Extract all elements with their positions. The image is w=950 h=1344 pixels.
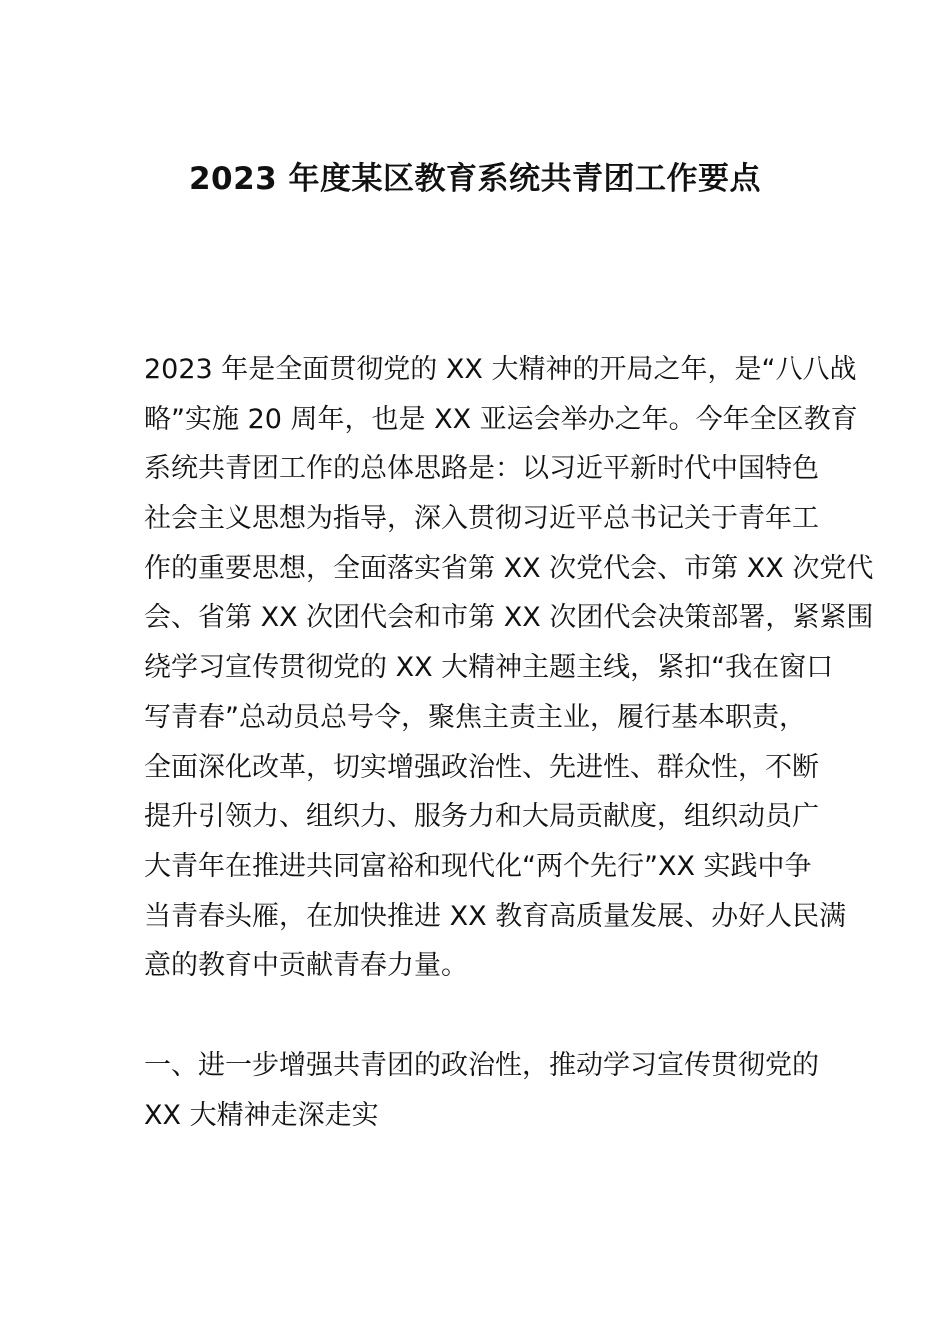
paragraph-line: 意的教育中贡献青春力量。	[144, 950, 468, 982]
paragraph-line: 写青春”总动员总号令，聚焦主责主业，履行基本职责，	[144, 701, 806, 733]
section-heading-1	[144, 1041, 819, 1140]
paragraph-line: 2023 年是全面贯彻党的 XX 大精神的开局之年，是“八八战	[144, 354, 857, 385]
paragraph-line: 作的重要思想，全面落实省第 XX 次党代会、市第 XX 次党代	[144, 552, 874, 584]
paragraph-line: 社会主义思想为指导，深入贯彻习近平总书记关于青年工	[144, 503, 819, 535]
paragraph-line: 大青年在推进共同富裕和现代化“两个先行”XX 实践中争	[144, 850, 812, 882]
paragraph-line: 会、省第 XX 次团代会和市第 XX 次团代会决策部署，紧紧围	[144, 602, 874, 634]
paragraph-line: 绕学习宣传贯彻党的 XX 大精神主题主线，紧扣“我在窗口	[144, 652, 834, 684]
paragraph-line: 全面深化改革，切实增强政治性、先进性、群众性，不断	[144, 751, 819, 783]
paragraph-line: 提升引领力、组织力、服务力和大局贡献度，组织动员广	[144, 801, 819, 833]
paragraph-line: 当青春头雁，在加快推进 XX 教育高质量发展、办好人民满	[144, 900, 847, 932]
heading-line: XX 大精神走深走实	[144, 1099, 379, 1131]
paragraph-line: 系统共青团工作的总体思路是：以习近平新时代中国特色	[144, 453, 819, 485]
paragraph-line: 略”实施 20 周年，也是 XX 亚运会举办之年。今年全区教育	[144, 403, 858, 435]
intro-paragraph	[144, 345, 874, 991]
heading-line: 一、进一步增强共青团的政治性，推动学习宣传贯彻党的	[144, 1050, 819, 1081]
document-title: 2023 年度某区教育系统共青团工作要点	[188, 161, 762, 197]
